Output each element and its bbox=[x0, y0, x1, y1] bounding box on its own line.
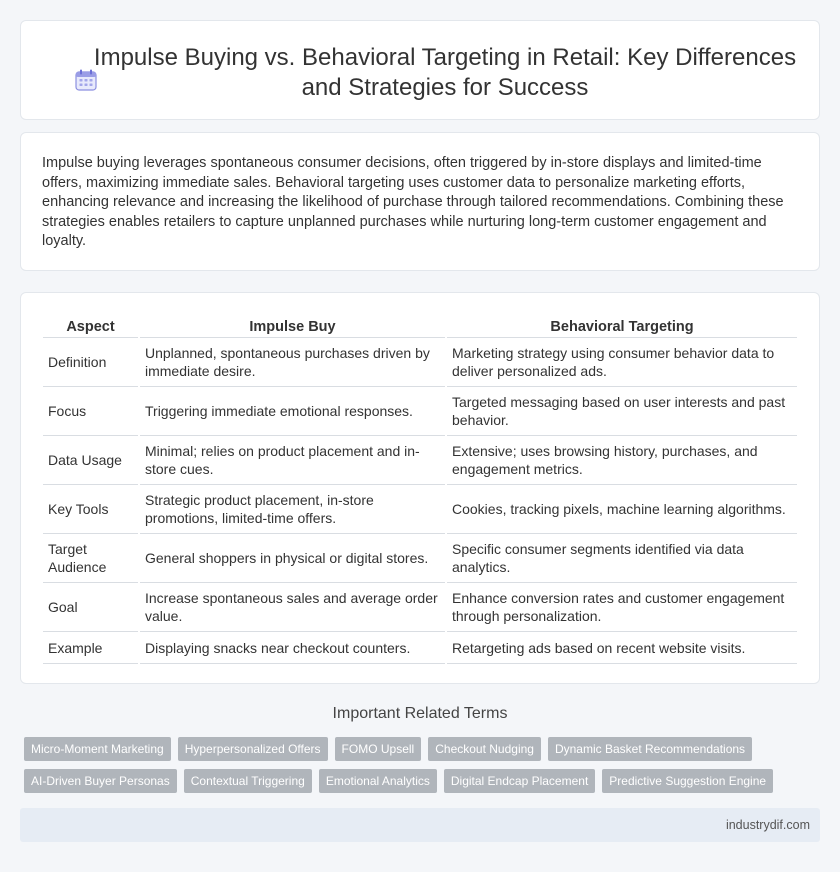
related-terms-heading: Important Related Terms bbox=[332, 705, 508, 722]
table-row bbox=[43, 632, 797, 664]
related-terms-list bbox=[24, 737, 816, 801]
behavioral-cell: Marketing strategy using consumer behavior data to deliver personalized ads. bbox=[447, 338, 797, 387]
tag-micro-moment-marketing[interactable]: Micro-Moment Marketing bbox=[24, 737, 171, 761]
table-row bbox=[43, 485, 797, 534]
impulse-cell: Minimal; relies on product placement and in-store cues. bbox=[140, 436, 445, 485]
aspect-cell: Target Audience bbox=[43, 534, 138, 583]
impulse-cell: Unplanned, spontaneous purchases driven by immediate desire. bbox=[140, 338, 445, 387]
tag-row bbox=[24, 769, 816, 793]
behavioral-cell: Cookies, tracking pixels, machine learning algorithms. bbox=[447, 485, 797, 534]
header-behavioral-targeting: Behavioral Targeting bbox=[447, 313, 797, 338]
impulse-cell: Triggering immediate emotional responses. bbox=[140, 387, 445, 436]
intro-card bbox=[20, 132, 820, 271]
behavioral-cell: Targeted messaging based on user interests and past behavior. bbox=[447, 387, 797, 436]
aspect-cell: Focus bbox=[43, 387, 138, 436]
table-row bbox=[43, 534, 797, 583]
behavioral-cell: Enhance conversion rates and customer engagement through personalization. bbox=[447, 583, 797, 632]
tag-contextual-triggering[interactable]: Contextual Triggering bbox=[184, 769, 312, 793]
impulse-cell: Increase spontaneous sales and average order value. bbox=[140, 583, 445, 632]
table-row bbox=[43, 583, 797, 632]
header-aspect: Aspect bbox=[43, 313, 138, 338]
behavioral-cell: Specific consumer segments identified via data analytics. bbox=[447, 534, 797, 583]
table-row bbox=[43, 387, 797, 436]
footer-site-link[interactable]: industrydif.com bbox=[725, 818, 810, 832]
tag-ai-driven-buyer-personas[interactable]: AI-Driven Buyer Personas bbox=[24, 769, 177, 793]
behavioral-cell: Retargeting ads based on recent website visits. bbox=[447, 632, 797, 664]
tag-hyperpersonalized-offers[interactable]: Hyperpersonalized Offers bbox=[178, 737, 328, 761]
tag-digital-endcap-placement[interactable]: Digital Endcap Placement bbox=[444, 769, 595, 793]
tag-fomo-upsell[interactable]: FOMO Upsell bbox=[335, 737, 422, 761]
impulse-cell: Displaying snacks near checkout counters. bbox=[140, 632, 445, 664]
page-title: Impulse Buying vs. Behavioral Targeting in Retail: Key Differences and Strategies for Success bbox=[93, 44, 797, 101]
aspect-cell: Definition bbox=[43, 338, 138, 387]
behavioral-cell: Extensive; uses browsing history, purchases, and engagement metrics. bbox=[447, 436, 797, 485]
impulse-cell: Strategic product placement, in-store promotions, limited-time offers. bbox=[140, 485, 445, 534]
footer bbox=[20, 808, 820, 842]
tag-checkout-nudging[interactable]: Checkout Nudging bbox=[428, 737, 541, 761]
header-impulse-buy: Impulse Buy bbox=[140, 313, 445, 338]
aspect-cell: Example bbox=[43, 632, 138, 664]
table-header-row bbox=[43, 313, 797, 338]
title-card bbox=[20, 20, 820, 120]
tag-emotional-analytics[interactable]: Emotional Analytics bbox=[319, 769, 437, 793]
tag-row bbox=[24, 737, 816, 761]
intro-paragraph: Impulse buying leverages spontaneous consumer decisions, often triggered by in-store displays and limited-time offers, maximizing immediate sales. Behavioral targeting uses customer data to personalize marketing efforts, enhancing relevance and increasing the likelihood of purchase through tailored recommendations. Combining these strategies enables retailers to capture unplanned purchases while nurturing long-term customer engagement and loyalty. bbox=[42, 155, 784, 249]
aspect-cell: Goal bbox=[43, 583, 138, 632]
comparison-table bbox=[41, 313, 799, 664]
aspect-cell: Key Tools bbox=[43, 485, 138, 534]
aspect-cell: Data Usage bbox=[43, 436, 138, 485]
impulse-cell: General shoppers in physical or digital stores. bbox=[140, 534, 445, 583]
tag-dynamic-basket-recommendations[interactable]: Dynamic Basket Recommendations bbox=[548, 737, 752, 761]
table-row bbox=[43, 436, 797, 485]
table-row bbox=[43, 338, 797, 387]
comparison-card bbox=[20, 292, 820, 684]
tag-predictive-suggestion-engine[interactable]: Predictive Suggestion Engine bbox=[602, 769, 773, 793]
